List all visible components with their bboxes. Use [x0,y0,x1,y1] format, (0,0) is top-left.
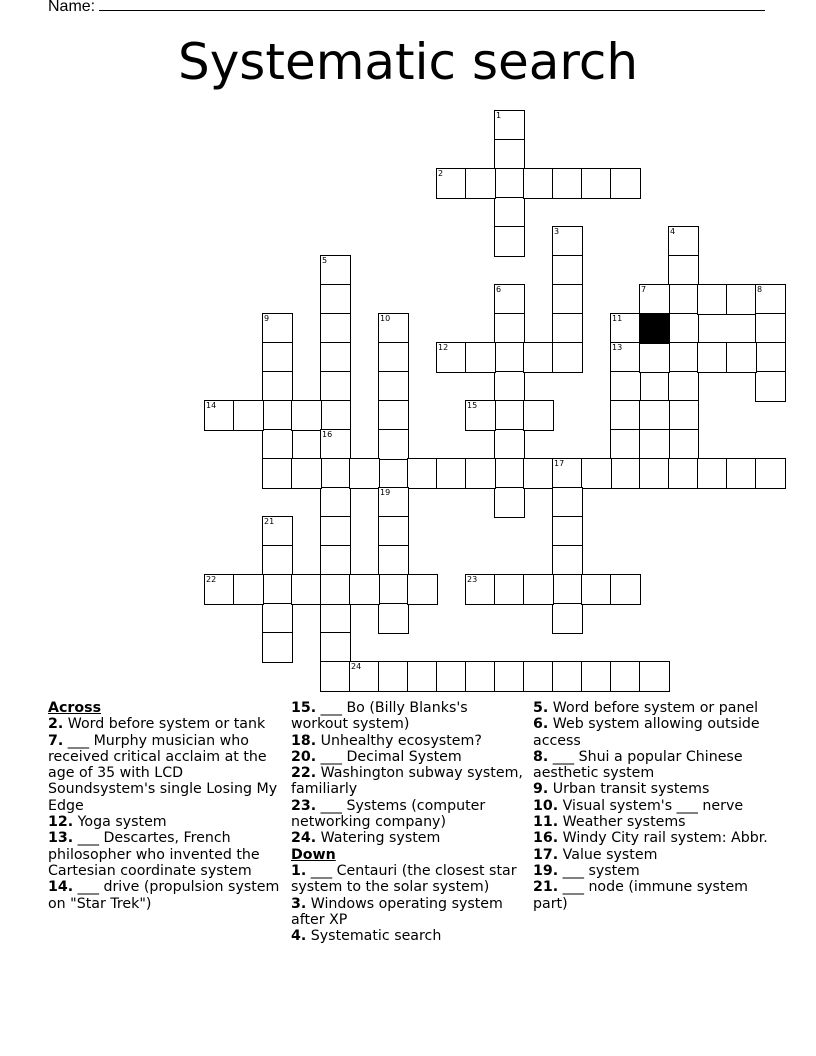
grid-cell[interactable] [494,487,525,518]
grid-cell[interactable] [262,516,293,547]
grid-cell[interactable] [320,342,351,373]
grid-cell[interactable] [668,284,699,315]
grid-cell[interactable] [378,371,409,402]
clue-text: ___ Systems (computer networking company) [291,797,486,831]
grid-cell[interactable] [523,574,554,605]
clue-text: ___ Descartes, French philosopher who invented the Cartesian coordinate system [48,830,260,879]
grid-cell[interactable] [726,284,757,315]
clue-num: 14. [48,879,74,896]
clue-text: Web system allowing outside access [533,716,760,749]
clue-number: 19 [380,488,391,497]
clue-num: 18. [291,732,317,749]
clues-column-3 [533,700,771,912]
grid-cell[interactable] [610,574,641,605]
clue-text: ___ Shui a popular Chinese aesthetic system [533,748,743,782]
clue-number: 7 [641,285,647,294]
clue-num: 12. [48,814,74,831]
grid-cell[interactable] [581,574,612,605]
clue-text: Word before system or tank [63,716,266,733]
black-cell [639,313,670,344]
clue-num: 4. [291,928,307,945]
grid-cell[interactable] [494,139,525,170]
name-field [48,0,765,16]
grid-cell[interactable] [494,661,525,692]
clue-item [533,863,771,879]
clue-num: 23. [291,797,317,814]
clue-item [533,847,771,863]
grid-cell[interactable] [494,110,525,141]
puzzle-title: Systematic search [177,33,639,91]
clue-num: 6. [533,716,549,733]
clue-item [533,879,771,912]
name-underline [99,0,765,11]
clue-text: Visual system's ___ nerve [558,797,744,814]
grid-cell[interactable] [378,487,409,518]
clue-num: 9. [533,781,549,798]
grid-cell[interactable] [262,603,293,634]
grid-cell[interactable] [755,458,786,489]
clue-number: 21 [264,517,275,526]
clue-num: 16. [533,830,559,847]
grid-cell[interactable] [755,342,786,373]
grid-cell[interactable] [639,342,670,373]
grid-cell[interactable] [697,458,728,489]
grid-cell[interactable] [668,255,699,286]
grid-cell[interactable] [320,313,351,344]
grid-cell[interactable] [320,255,351,286]
grid-cell[interactable] [552,458,583,489]
grid-cell[interactable] [494,371,525,402]
grid-cell[interactable] [407,574,438,605]
grid-cell[interactable] [697,284,728,315]
grid-cell[interactable] [523,400,554,431]
grid-cell[interactable] [320,632,351,663]
clue-num: 22. [291,765,317,782]
clue-text: ___ Decimal System [316,748,462,765]
grid-cell[interactable] [581,458,612,489]
clue-item [48,879,284,912]
grid-cell[interactable] [494,574,525,605]
grid-cell[interactable] [378,342,409,373]
clue-item [291,749,529,765]
grid-cell[interactable] [552,255,583,286]
grid-cell[interactable] [436,458,467,489]
clue-text: ___ node (immune system part) [533,879,748,912]
clue-item [291,733,529,749]
grid-cell[interactable] [581,168,612,199]
clue-number: 6 [496,285,502,294]
clue-item [291,765,529,798]
clue-item [48,733,284,814]
clue-text: Systematic search [306,928,442,945]
grid-cell[interactable] [552,342,583,373]
grid-cell[interactable] [465,342,496,373]
grid-cell[interactable] [668,429,699,460]
clue-text: Yoga system [73,814,167,831]
clue-num: 2. [48,716,64,733]
clue-number: 1 [496,111,502,120]
grid-cell[interactable] [552,487,583,518]
grid-cell[interactable] [378,545,409,576]
clue-num: 11. [533,814,559,831]
grid-cell[interactable] [465,168,496,199]
grid-cell[interactable] [291,574,322,605]
grid-cell[interactable] [320,661,351,692]
clues-column-2 [291,700,529,944]
grid-cell[interactable] [755,284,786,315]
grid-cell[interactable] [552,226,583,257]
name-label: Name: [48,0,96,15]
clue-number: 9 [264,314,270,323]
clue-number: 4 [670,227,676,236]
grid-cell[interactable] [320,429,351,460]
clue-num: 15. [291,700,317,716]
grid-cell[interactable] [581,661,612,692]
grid-cell[interactable] [523,168,554,199]
grid-cell[interactable] [465,661,496,692]
grid-cell[interactable] [668,371,699,402]
grid-cell[interactable] [407,458,438,489]
clues-column-1 [48,700,284,912]
clue-number: 2 [438,169,444,178]
grid-cell[interactable] [610,400,641,431]
grid-cell[interactable] [378,574,409,605]
grid-cell[interactable] [262,632,293,663]
grid-cell[interactable] [262,400,293,431]
grid-cell[interactable] [494,168,525,199]
grid-cell[interactable] [610,371,641,402]
clue-number: 10 [380,314,391,323]
clue-item [533,700,771,716]
grid-cell[interactable] [523,661,554,692]
grid-cell[interactable] [639,284,670,315]
grid-cell[interactable] [494,458,525,489]
grid-cell[interactable] [204,400,235,431]
down-heading: Down [291,846,336,863]
clue-text: ___ Murphy musician who received critical acclaim at the age of 35 with LCD Soundsystem's single Losing My Edge [48,732,278,814]
clue-item [291,798,529,831]
grid-cell[interactable] [610,661,641,692]
clue-num: 17. [533,846,559,863]
grid-cell[interactable] [494,313,525,344]
grid-cell[interactable] [668,458,699,489]
grid-cell[interactable] [320,574,351,605]
grid-cell[interactable] [610,429,641,460]
grid-cell[interactable] [494,197,525,228]
grid-cell[interactable] [378,313,409,344]
grid-cell[interactable] [320,371,351,402]
grid-cell[interactable] [494,284,525,315]
clue-number: 24 [351,662,362,671]
grid-cell[interactable] [668,226,699,257]
clue-item [48,830,284,879]
grid-cell[interactable] [697,342,728,373]
grid-cell[interactable] [610,168,641,199]
clue-num: 21. [533,879,559,896]
grid-cell[interactable] [639,458,670,489]
grid-cell[interactable] [726,342,757,373]
grid-cell[interactable] [436,342,467,373]
clue-number: 17 [554,459,565,468]
across-heading: Across [48,700,102,716]
clue-num: 10. [533,797,559,814]
clue-num: 5. [533,700,549,716]
grid-cell[interactable] [262,545,293,576]
clue-text: Urban transit systems [548,781,710,798]
grid-cell[interactable] [523,458,554,489]
grid-cell[interactable] [262,371,293,402]
grid-cell[interactable] [320,487,351,518]
clue-item [533,798,771,814]
clue-num: 13. [48,830,74,847]
grid-cell[interactable] [523,342,554,373]
grid-cell[interactable] [552,661,583,692]
grid-cell[interactable] [726,458,757,489]
grid-cell[interactable] [552,313,583,344]
clue-number: 8 [757,285,763,294]
clue-num: 8. [533,748,549,765]
clue-item [533,781,771,797]
clue-num: 24. [291,830,317,847]
clue-number: 5 [322,256,328,265]
clue-number: 22 [206,575,217,584]
clue-text: Unhealthy ecosystem? [316,732,482,749]
grid-cell[interactable] [552,603,583,634]
grid-cell[interactable] [378,429,409,460]
grid-cell[interactable] [320,516,351,547]
clue-text: Windows operating system after XP [291,895,503,928]
grid-cell[interactable] [262,313,293,344]
grid-cell[interactable] [378,661,409,692]
clue-text: ___ Bo (Billy Blanks's workout system) [291,700,468,733]
clue-text: ___ system [558,862,640,879]
clue-number: 14 [206,401,217,410]
grid-cell[interactable] [465,574,496,605]
clue-item [48,814,284,830]
grid-cell[interactable] [320,458,351,489]
grid-cell[interactable] [204,574,235,605]
grid-cell[interactable] [320,400,351,431]
clue-number: 12 [438,343,449,352]
grid-cell[interactable] [552,545,583,576]
grid-cell[interactable] [378,516,409,547]
grid-cell[interactable] [668,313,699,344]
clue-number: 15 [467,401,478,410]
grid-cell[interactable] [494,400,525,431]
grid-cell[interactable] [552,168,583,199]
grid-cell[interactable] [349,661,380,692]
clue-number: 11 [612,314,623,323]
clue-num: 20. [291,748,317,765]
grid-cell[interactable] [407,661,438,692]
clue-item [533,716,771,749]
grid-cell[interactable] [262,574,293,605]
grid-cell[interactable] [378,603,409,634]
clue-number: 16 [322,430,333,439]
clue-num: 1. [291,862,307,879]
clue-item [291,928,529,944]
clue-text: ___ drive (propulsion system on "Star Trek") [48,879,280,912]
grid-cell[interactable] [349,574,380,605]
grid-cell[interactable] [291,458,322,489]
clue-text: Washington subway system, familiarly [291,765,523,798]
clue-text: Watering system [316,830,441,847]
grid-cell[interactable] [610,342,641,373]
clue-item [291,830,529,846]
clue-text: Word before system or panel [548,700,759,716]
clue-item [533,814,771,830]
grid-cell[interactable] [436,168,467,199]
grid-cell[interactable] [755,371,786,402]
clue-item [291,896,529,929]
grid-cell[interactable] [552,516,583,547]
grid-cell[interactable] [494,226,525,257]
grid-cell[interactable] [320,545,351,576]
grid-cell[interactable] [378,400,409,431]
grid-cell[interactable] [436,661,467,692]
grid-cell[interactable] [639,400,670,431]
grid-cell[interactable] [291,400,322,431]
clue-item [48,716,284,732]
clue-text: Windy City rail system: Abbr. [558,830,768,847]
clue-number: 13 [612,343,623,352]
grid-cell[interactable] [552,574,583,605]
grid-cell[interactable] [320,603,351,634]
grid-cell[interactable] [639,661,670,692]
clue-item [533,830,771,846]
clue-number: 23 [467,575,478,584]
grid-cell[interactable] [349,458,380,489]
grid-cell[interactable] [494,429,525,460]
grid-cell[interactable] [639,429,670,460]
grid-cell[interactable] [320,284,351,315]
grid-cell[interactable] [610,458,641,489]
clue-number: 3 [554,227,560,236]
clue-item [533,749,771,782]
grid-cell[interactable] [668,400,699,431]
grid-cell[interactable] [233,574,264,605]
grid-cell[interactable] [465,400,496,431]
clue-text: Weather systems [558,814,686,831]
grid-cell[interactable] [610,313,641,344]
clue-item [291,700,529,733]
clue-text: ___ Centauri (the closest star system to the solar system) [291,862,517,896]
grid-cell[interactable] [552,284,583,315]
grid-cell[interactable] [755,313,786,344]
grid-cell[interactable] [233,400,264,431]
grid-cell[interactable] [465,458,496,489]
grid-cell[interactable] [494,342,525,373]
clue-item [291,863,529,896]
grid-cell[interactable] [262,458,293,489]
grid-cell[interactable] [262,429,293,460]
grid-cell[interactable] [668,342,699,373]
clue-num: 3. [291,895,307,912]
clue-num: 7. [48,732,64,749]
clue-text: Value system [558,846,658,863]
clue-num: 19. [533,862,559,879]
grid-cell[interactable] [262,342,293,373]
